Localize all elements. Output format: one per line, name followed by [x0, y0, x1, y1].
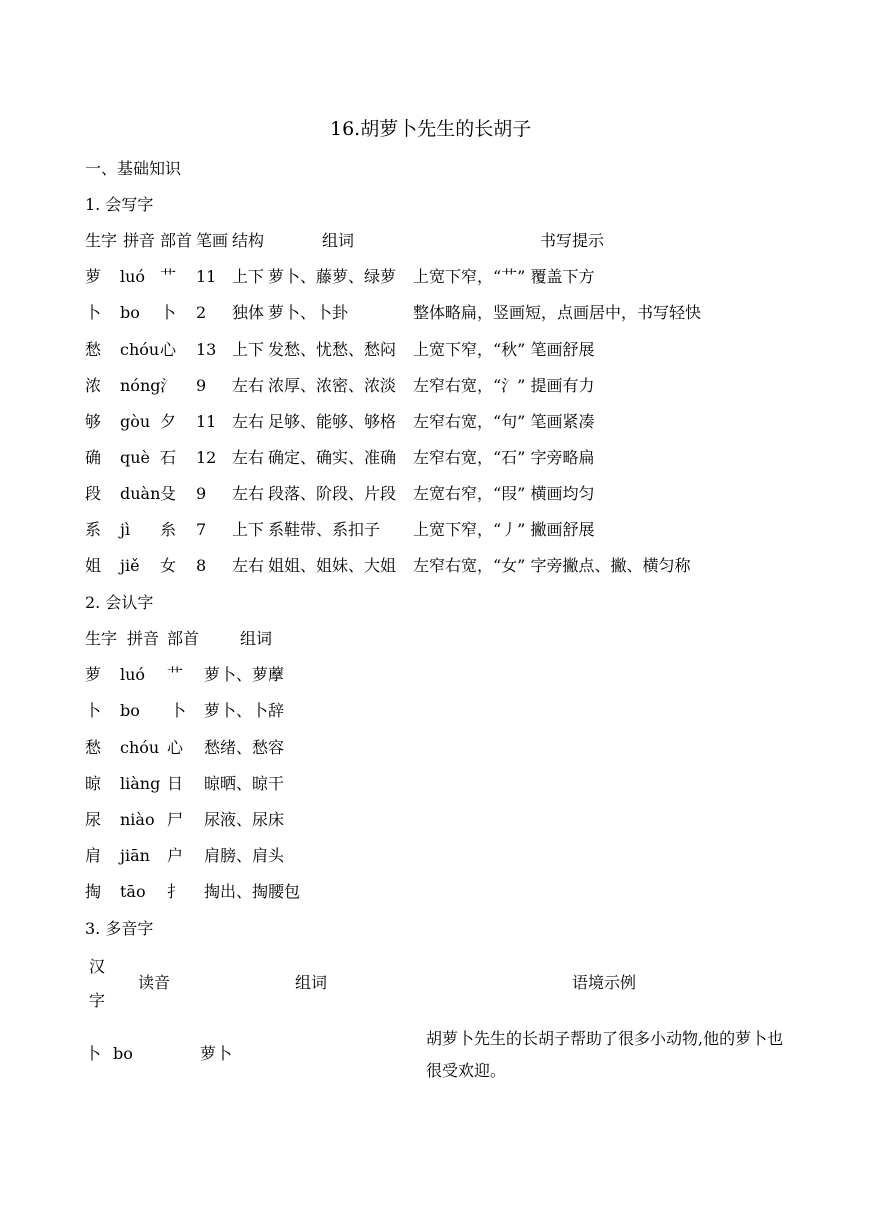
row-words: 确定、确实、准确 — [268, 448, 397, 467]
row-char: 段 — [85, 484, 102, 503]
row-words: 掏出、掏腰包 — [204, 882, 301, 901]
row-strokes: 9 — [196, 484, 207, 503]
row-pinyin: niào — [120, 810, 155, 829]
row-words: 晾晒、晾干 — [204, 774, 285, 793]
row-words: 萝卜、萝藦 — [204, 665, 285, 684]
row-char: 尿 — [85, 810, 102, 829]
row-radical: 户 — [167, 846, 184, 865]
row-char: 姐 — [85, 556, 102, 575]
row-reading: bo — [113, 1044, 133, 1063]
row-pinyin: tāo — [120, 882, 146, 901]
row-structure: 左右 — [232, 484, 265, 503]
row-radical: 女 — [160, 556, 177, 575]
header-reading: 读音 — [138, 973, 171, 992]
row-radical: 日 — [167, 774, 184, 793]
header-tips: 书写提示 — [540, 231, 605, 250]
row-pinyin: jiān — [120, 846, 150, 865]
header-words: 组词 — [295, 973, 328, 992]
page-title: 16.胡萝卜先生的长胡子 — [330, 118, 532, 140]
row-structure: 左右 — [232, 412, 265, 431]
row-char: 萝 — [85, 665, 102, 684]
row-radical: 糸 — [160, 520, 177, 539]
row-radical: 殳 — [160, 484, 177, 503]
row-words: 萝卜、卜辞 — [204, 701, 285, 720]
row-radical: 艹 — [167, 665, 184, 684]
row-words: 姐姐、姐妹、大姐 — [268, 556, 397, 575]
row-example: 胡萝卜先生的长胡子帮助了很多小动物,他的萝卜也很受欢迎。 — [426, 1029, 784, 1080]
row-char: 晾 — [85, 774, 102, 793]
row-tips: 整体略扁，竖画短，点画居中，书写轻快 — [413, 303, 702, 322]
row-words: 尿液、尿床 — [204, 810, 285, 829]
row-pinyin: luó — [120, 665, 146, 684]
row-words: 愁绪、愁容 — [204, 738, 285, 757]
row-radical: 扌 — [167, 882, 184, 901]
row-pinyin: chóu — [120, 738, 160, 757]
section-heading: 一、基础知识 — [85, 159, 182, 178]
row-radical: 氵 — [160, 376, 177, 395]
row-strokes: 12 — [196, 448, 217, 467]
row-pinyin: duàn — [120, 484, 161, 503]
header-radical: 部首 — [167, 629, 200, 648]
row-structure: 左右 — [232, 448, 265, 467]
row-strokes: 8 — [196, 556, 207, 575]
row-radical: 尸 — [167, 810, 184, 829]
row-pinyin: jì — [120, 520, 131, 539]
header-char-bottom: 字 — [89, 991, 106, 1010]
row-words: 萝卜、卜卦 — [268, 303, 349, 322]
row-char: 够 — [85, 412, 102, 431]
row-radical: 心 — [160, 340, 177, 359]
row-words: 萝卜、藤萝、绿萝 — [268, 267, 397, 286]
row-structure: 上下 — [232, 520, 265, 539]
header-strokes: 笔画 — [196, 231, 229, 250]
row-pinyin: què — [120, 448, 151, 467]
row-strokes: 11 — [196, 267, 217, 286]
row-structure: 左右 — [232, 556, 265, 575]
part3-heading: 3. 多音字 — [85, 919, 154, 938]
row-pinyin: bo — [120, 303, 140, 322]
header-words: 组词 — [322, 231, 355, 250]
header-structure: 结构 — [232, 231, 265, 250]
row-tips: 上宽下窄，“秋” 笔画舒展 — [413, 340, 595, 359]
row-tips: 左窄右宽，“句” 笔画紧凑 — [413, 412, 595, 431]
row-pinyin: liàng — [120, 774, 161, 793]
header-char: 生字 — [85, 629, 118, 648]
header-pinyin: 拼音 — [123, 231, 156, 250]
row-tips: 上宽下窄，“丿” 撇画舒展 — [413, 520, 595, 539]
header-radical: 部首 — [160, 231, 193, 250]
row-char: 确 — [85, 448, 102, 467]
row-pinyin: luó — [120, 267, 146, 286]
row-strokes: 2 — [196, 303, 207, 322]
row-words: 系鞋带、系扣子 — [268, 520, 381, 539]
row-pinyin: jiě — [120, 556, 140, 575]
row-structure: 独体 — [232, 303, 265, 322]
row-radical: 卜 — [170, 701, 187, 720]
row-words: 足够、能够、够格 — [268, 412, 397, 431]
row-structure: 左右 — [232, 376, 265, 395]
row-char: 肩 — [85, 846, 102, 865]
row-char: 愁 — [85, 738, 102, 757]
part2-heading: 2. 会认字 — [85, 593, 154, 612]
row-strokes: 9 — [196, 376, 207, 395]
row-structure: 上下 — [232, 340, 265, 359]
row-char: 卜 — [85, 701, 102, 720]
row-pinyin: nóng — [120, 376, 161, 395]
row-pinyin: bo — [120, 701, 140, 720]
row-words: 浓厚、浓密、浓淡 — [268, 376, 397, 395]
row-tips: 左宽右窄，“叚” 横画均匀 — [413, 484, 595, 503]
row-char: 掏 — [85, 882, 102, 901]
row-tips: 左窄右宽，“女” 字旁撇点、撇、横匀称 — [413, 556, 691, 575]
row-strokes: 11 — [196, 412, 217, 431]
row-radical: 夕 — [160, 412, 177, 431]
row-char: 愁 — [85, 340, 102, 359]
row-char: 浓 — [85, 376, 102, 395]
row-strokes: 7 — [196, 520, 207, 539]
header-example: 语境示例 — [572, 973, 637, 992]
row-radical: 艹 — [160, 267, 177, 286]
row-char: 系 — [85, 520, 102, 539]
row-words: 萝卜 — [200, 1044, 233, 1063]
row-words: 段落、阶段、片段 — [268, 484, 397, 503]
row-radical: 心 — [167, 738, 184, 757]
part1-heading: 1. 会写字 — [85, 195, 154, 214]
row-radical: 石 — [160, 448, 177, 467]
row-strokes: 13 — [196, 340, 217, 359]
row-char: 卜 — [85, 303, 102, 322]
row-pinyin: gòu — [120, 412, 151, 431]
header-char-top: 汉 — [89, 957, 106, 976]
row-char: 萝 — [85, 267, 102, 286]
row-tips: 上宽下窄，“艹” 覆盖下方 — [413, 267, 595, 286]
row-tips: 左窄右宽，“石” 字旁略扁 — [413, 448, 595, 467]
header-pinyin: 拼音 — [127, 629, 160, 648]
row-tips: 左窄右宽，“氵” 提画有力 — [413, 376, 595, 395]
row-words: 发愁、忧愁、愁闷 — [268, 340, 397, 359]
row-structure: 上下 — [232, 267, 265, 286]
row-pinyin: chóu — [120, 340, 160, 359]
header-words: 组词 — [240, 629, 273, 648]
row-radical: 卜 — [160, 303, 177, 322]
header-char: 生字 — [85, 231, 118, 250]
row-words: 肩膀、肩头 — [204, 846, 285, 865]
row-char: 卜 — [85, 1044, 102, 1063]
